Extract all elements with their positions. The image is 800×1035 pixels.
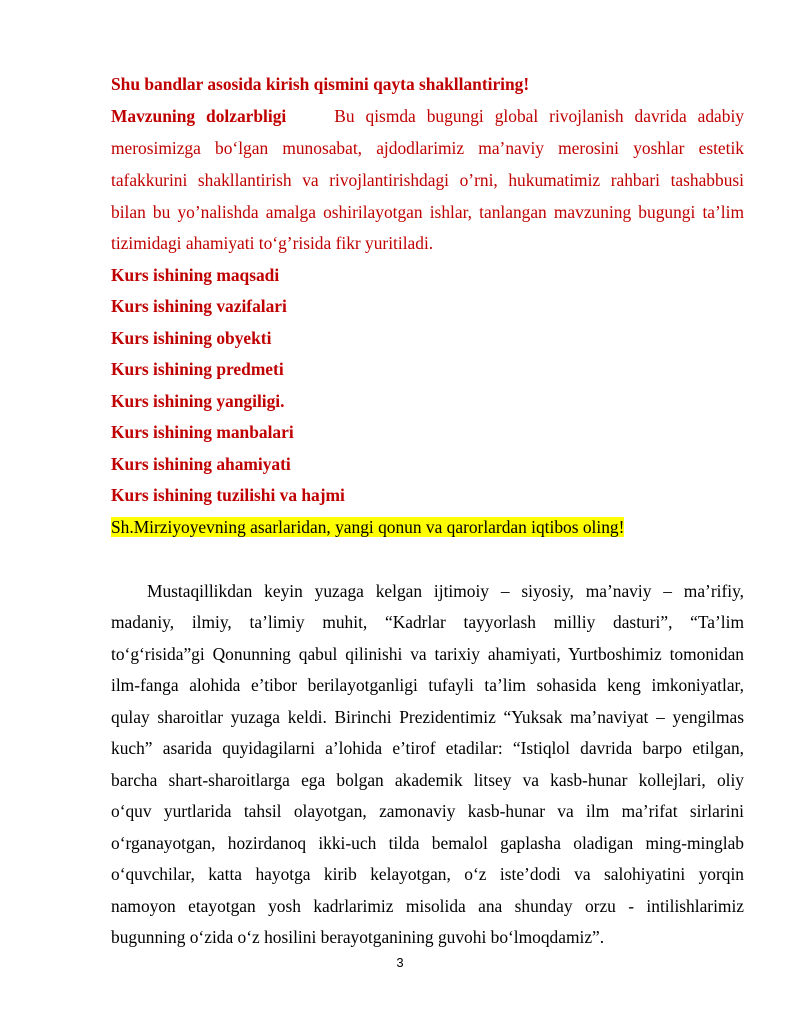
section-heading: Kurs ishining tuzilishi va hajmi xyxy=(111,485,345,505)
body-line: Mustaqillikdan keyin yuzaga kelgan ijtimoiy – siyosiy, ma’naviy – ma’rifiy, xyxy=(147,581,744,601)
body-line: ilm-fanga alohida e’tibor berilayotganligi tufayli ta’lim sohasida keng imkoniyatlar, xyxy=(111,675,744,695)
section-heading: Kurs ishining vazifalari xyxy=(111,296,287,316)
body-line: to‘g‘risida”gi Qonunning qabul qilinishi va tarixiy ahamiyati, Yurtboshimiz tomonidan xyxy=(111,644,744,664)
relevance-line: Bu qismda bugungi global rivojlanish davrida adabiy xyxy=(334,106,745,126)
body-line: qulay sharoitlar yuzaga keldi. Birinchi Prezidentimiz “Yuksak ma’naviyat – yengilmas xyxy=(111,707,744,727)
instruction-heading: Shu bandlar asosida kirish qismini qayta shakllantiring! xyxy=(111,74,530,94)
relevance-line: tafakkurini shakllantirish va rivojlantirishdagi o’rni, hukumatimiz rahbari tashabbusi xyxy=(111,170,744,190)
section-heading: Kurs ishining ahamiyati xyxy=(111,454,291,474)
relevance-line: tizimidagi ahamiyati to‘g’risida fikr yuritiladi. xyxy=(111,233,434,253)
relevance-first-line xyxy=(111,105,744,127)
relevance-line: bilan bu yo’nalishda amalga oshirilayotgan ishlar, tanlangan mavzuning bugungi ta’lim xyxy=(111,202,744,222)
body-line: kuch” asarida quyidagilarni a’lohida e’tirof etadilar: “Istiqlol davrida barpo etilgan, xyxy=(111,738,744,758)
body-line: barcha shart-sharoitlarga ega bolgan akademik litsey va kasb-hunar kollejlari, oliy xyxy=(111,770,744,790)
section-heading: Kurs ishining predmeti xyxy=(111,359,284,379)
section-heading: Kurs ishining obyekti xyxy=(111,328,272,348)
body-line: madaniy, ilmiy, ta’limiy muhit, “Kadrlar tayyorlash milliy dasturi”, “Ta’lim xyxy=(111,612,744,632)
body-line: o‘quvchilar, katta hayotga kirib kelayotgan, o‘z iste’dodi va salohiyatini yorqin xyxy=(111,864,744,884)
section-heading: Kurs ishining maqsadi xyxy=(111,265,280,285)
highlighted-instruction: Sh.Mirziyoyevning asarlaridan, yangi qonun va qarorlardan iqtibos oling! xyxy=(111,517,625,537)
relevance-heading: Mavzuning dolzarbligi xyxy=(111,106,287,126)
body-line: namoyon etayotgan yosh kadrlarimiz misolida ana shunday orzu - intilishlarimiz xyxy=(111,896,744,916)
section-heading: Kurs ishining manbalari xyxy=(111,422,294,442)
relevance-line: merosimizga bo‘lgan munosabat, ajdodlarimiz ma’naviy merosini yoshlar estetik xyxy=(111,138,744,158)
body-line: o‘rganayotgan, hozirdanoq ikki-uch tilda bemalol gaplasha oladigan ming-minglab xyxy=(111,833,744,853)
highlight-line xyxy=(111,516,744,538)
body-line: o‘quv yurtlarida tahsil olayotgan, zamonaviy kasb-hunar va ilm ma’rifat sirlarini xyxy=(111,801,744,821)
section-heading: Kurs ishining yangiligi. xyxy=(111,391,285,411)
body-line: bugunning o‘zida o‘z hosilini berayotganining guvohi bo‘lmoqdamiz”. xyxy=(111,927,605,947)
page-number: 3 xyxy=(396,955,404,970)
